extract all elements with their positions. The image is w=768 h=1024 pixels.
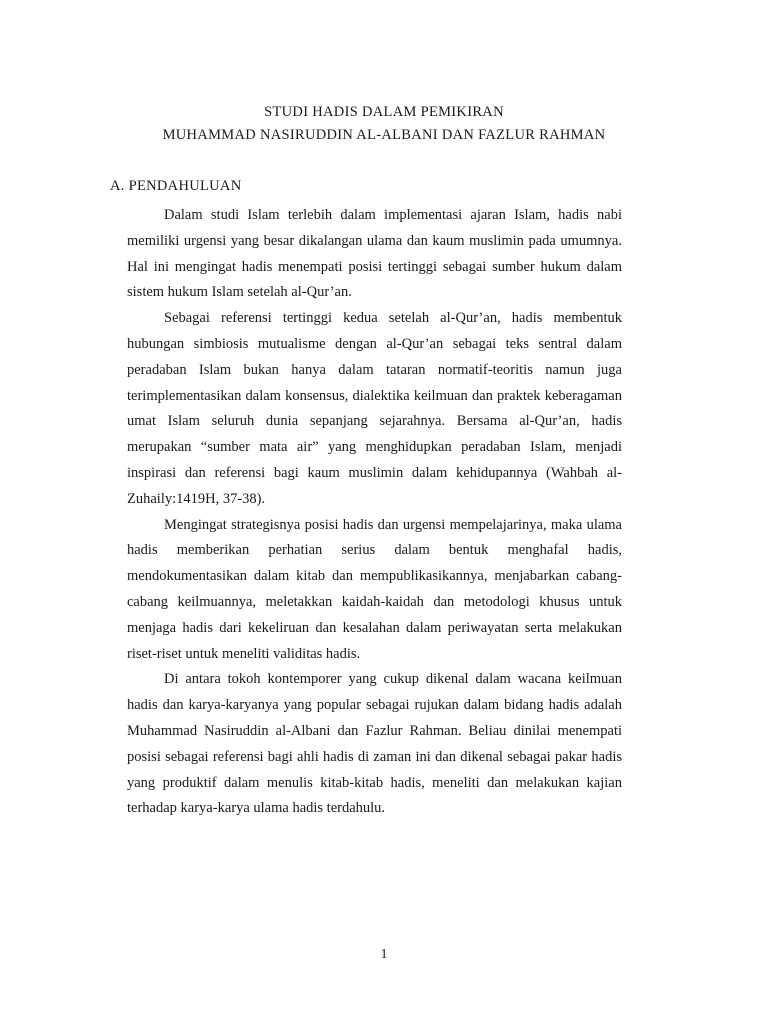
body-text: [127, 203, 622, 822]
paragraph-3: Mengingat strategisnya posisi hadis dan urgensi mempelajarinya, maka ulama hadis memberikan perhatian serius dalam bentuk menghafal hadis, mendokumentasikan dalam kitab dan mempublikasikannya, menjabarkan cabang- cabang keilmuannya, meletakkan kaidah-kaidah dan metodologi khusus untuk menjaga hadis dari kekeliruan dan kesalahan dalam periwayatan serta melakukan riset-riset untuk meneliti validitas hadis.: [127, 516, 622, 662]
paragraph-2: Sebagai referensi tertinggi kedua setelah al-Qur’an, hadis membentuk hubungan simbiosis mutualisme dengan al-Qur’an sebagai teks sentral dalam peradaban Islam bukan hanya dalam tataran normatif-teoritis namun juga terimplementasikan dalam konsensus, dialektika keilmuan dan praktek keberagaman umat Islam seluruh dunia sepanjang sejarahnya. Bersama al-Qur’an, hadis merupakan “sumber mata air” yang menghidupkan peradaban Islam, menjadi inspirasi dan referensi bagi kaum muslimin dalam kehidupannya (Wahbah al-Zuhaily:1419H, 37-38).: [127, 310, 622, 507]
page-number: 1: [380, 947, 388, 962]
paragraph-1: Dalam studi Islam terlebih dalam implementasi ajaran Islam, hadis nabi memiliki urgensi yang besar dikalangan ulama dan kaum muslimin pada umumnya. Hal ini mengingat hadis menempati posisi tertinggi sebagai sumber hukum dalam sistem hukum Islam setelah al-Qur’an.: [127, 207, 622, 301]
paragraph-4: Di antara tokoh kontemporer yang cukup dikenal dalam wacana keilmuan hadis dan karya-karyanya yang popular sebagai rujukan dalam bidang hadis adalah Muhammad Nasiruddin al-Albani dan Fazlur Rahman. Beliau dinilai menempati posisi sebagai referensi bagi ahli hadis di zaman ini dan dikenal sebagai pakar hadis yang produktif dalam menulis kitab-kitab hadis, meneliti dan melakukan kajian terhadap karya-karya ulama hadis terdahulu.: [127, 671, 622, 817]
section-heading: A. PENDAHULUAN: [110, 178, 242, 194]
document-title-line-2: MUHAMMAD NASIRUDDIN AL-ALBANI DAN FAZLUR RAHMAN: [162, 127, 606, 143]
document-title-line-1: STUDI HADIS DALAM PEMIKIRAN: [264, 104, 504, 120]
